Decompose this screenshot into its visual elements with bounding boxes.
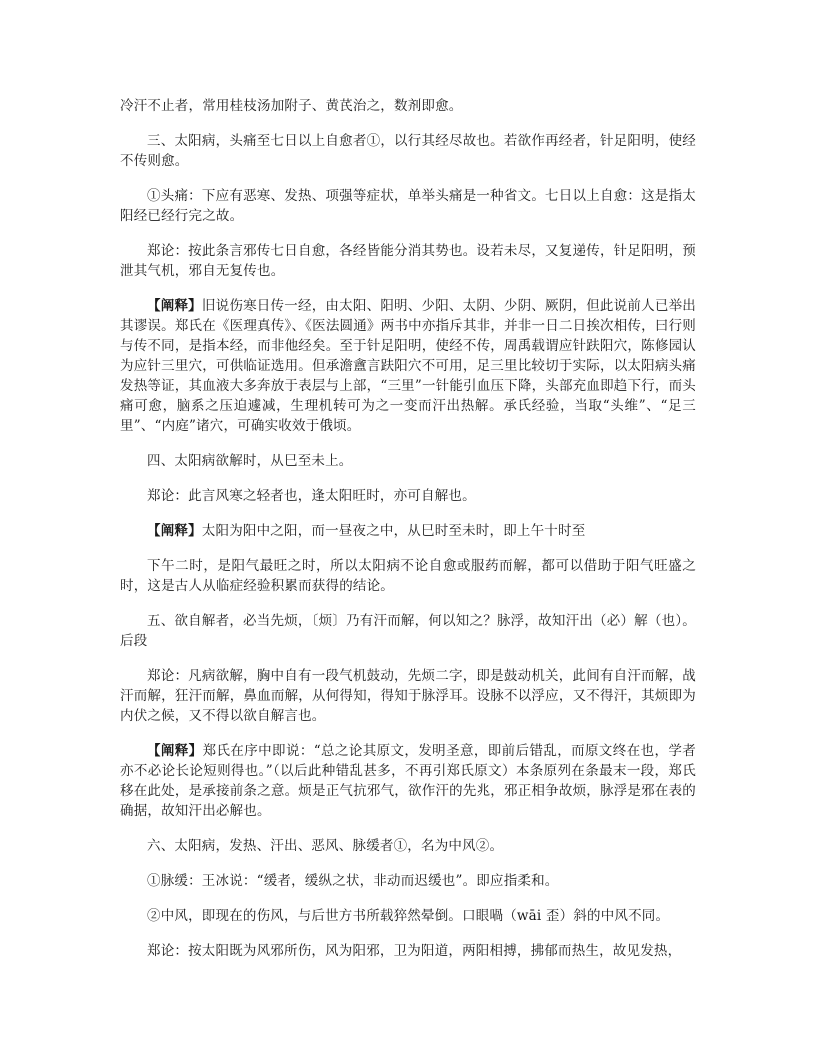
explanation-tag: 【阐释】 <box>147 523 202 539</box>
explanation-4-continued: 下午二时，是阳气最旺之时，所以太阳病不论自愈或服药而解，都可以借助于阳气旺盛之时，这是古人从临症经验积累而获得的结论。 <box>120 558 696 594</box>
annotation-pulse: ①脉缓：王冰说：“缓者，缓纵之状，非动而迟缓也”。即应指柔和。 <box>147 873 559 889</box>
explanation-5: 【阐释】郑氏在序中即说：“总之论其原文，发明圣意，即前后错乱，而原文终在也，学者亦不必论长论短则得也。”（以后此种错乱甚多，不再引郑氏原文）本条原列在条最末一段，郑氏移在此处，是承接前条之意。烦是正气抗邪气，欲作汗的先兆，邪正相争故烦，脉浮是邪在表的确据，故知汗出必解也。 <box>120 743 696 819</box>
explanation-4: 【阐释】太阳为阳中之阳，而一昼夜之中，从巳时至未时，即上午十时至 <box>147 523 586 539</box>
explanation-tag: 【阐释】 <box>147 298 202 314</box>
clause-5: 五、欲自解者，必当先烦，〔烦〕乃有汗而解，何以知之？脉浮，故知汗出（必）解（也）。后段 <box>120 613 696 649</box>
clause-3: 三、太阳病，头痛至七日以上自愈者①，以行其经尽故也。若欲作再经者，针足阳明，使经不传则愈。 <box>120 133 696 169</box>
clause-6: 六、太阳病，发热、汗出、恶风、脉缓者①，名为中风②。 <box>147 838 504 854</box>
zheng-commentary-6: 郑论：按太阳既为风邪所伤，风为阳邪，卫为阳道，两阳相搏，拂郁而热生，故见发热， <box>147 943 682 959</box>
zheng-commentary-4: 郑论：此言风寒之轻者也，逢太阳旺时，亦可自解也。 <box>147 488 476 504</box>
explanation-3: 【阐释】旧说伤寒日传一经，由太阳、阳明、少阳、太阴、少阴、厥阴，但此说前人已举出其谬误。郑氏在《医理真传》、《医法圆通》两书中亦指斥其非，并非一日二日挨次相传，曰行则与传不同，是指本经，而非他经矣。至于针足阳明，使经不传，周禹载谓应针趺阳穴，陈修园认为应针三里穴，可供临证选用。但承澹盦言趺阳穴不可用，足三里比较切于实际，以太阳病头痛发热等证，其血液大多奔放于表层与上部，“三里”一针能引血压下降，头部充血即趋下行，而头痛可愈，脑系之压迫遽减，生理机转可为之一变而汗出热解。承氏经验，当取“头维”、“足三里”、“内庭”诸穴，可确实收效于俄顷。 <box>120 298 696 434</box>
zheng-commentary-5: 郑论：凡病欲解，胸中自有一段气机鼓动，先烦二字，即是鼓动机关，此间有自汗而解，战汗而解，狂汗而解，鼻血而解，从何得知，得知于脉浮耳。设脉不以浮应，又不得汗，其烦即为内伏之候，又不得以欲自解言也。 <box>120 668 696 724</box>
document-page <box>120 96 696 976</box>
zheng-commentary-3: 郑论：按此条言邪传七日自愈，各经皆能分消其势也。设若未尽，又复递传，针足阳明，预泄其气机，邪自无复传也。 <box>120 243 696 279</box>
paragraph-continuation: 冷汗不止者，常用桂枝汤加附子、黄芪治之，数剂即愈。 <box>120 98 463 114</box>
explanation-tag: 【阐释】 <box>147 743 203 759</box>
annotation-headache: ①头痛：下应有恶寒、发热、项强等症状，单举头痛是一种省文。七日以上自愈：这是指太阳经已经行完之故。 <box>120 188 696 224</box>
annotation-wind-stroke: ②中风，即现在的伤风，与后世方书所载猝然晕倒。口眼喎（wāi 歪）斜的中风不同。 <box>147 908 670 924</box>
clause-4: 四、太阳病欲解时，从巳至未上。 <box>147 453 353 469</box>
